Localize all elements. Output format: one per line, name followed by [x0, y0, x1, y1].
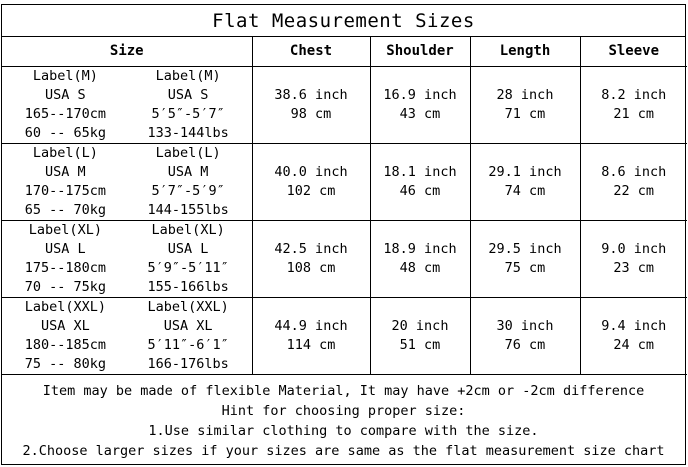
size-line: 5′11″-6′1″ — [147, 337, 229, 353]
size-line: 5′9″-5′11″ — [147, 260, 229, 276]
shoulder-inch: 18.9 inch — [383, 241, 457, 257]
shoulder-cm: 46 cm — [399, 183, 441, 199]
shoulder-cell — [370, 298, 470, 375]
size-line: Label(XXL) — [24, 299, 107, 315]
chest-cell — [252, 298, 370, 375]
size-imperial — [147, 298, 228, 374]
size-line: USA XL — [40, 318, 90, 334]
size-line: 180--185cm — [24, 337, 107, 353]
chart-title: Flat Measurement Sizes — [2, 5, 685, 37]
size-line: 170--175cm — [24, 183, 107, 199]
sleeve-cell — [580, 298, 687, 375]
size-line: 75 -- 80kg — [24, 356, 107, 372]
note-line: Item may be made of flexible Material, It may have +2cm or -2cm difference — [42, 382, 645, 399]
length-cell — [470, 221, 580, 298]
chest-cell — [252, 221, 370, 298]
size-line: 175--180cm — [24, 260, 107, 276]
size-cell — [2, 298, 252, 375]
chest-cell — [252, 144, 370, 221]
length-inch: 29.5 inch — [488, 241, 562, 257]
chest-inch: 44.9 inch — [274, 318, 348, 334]
size-line: 133-144lbs — [147, 125, 229, 141]
chest-cm: 108 cm — [286, 260, 336, 276]
table-row — [2, 67, 687, 144]
chest-inch: 40.0 inch — [274, 164, 348, 180]
size-line: 60 -- 65kg — [24, 125, 107, 141]
sleeve-cell — [580, 67, 687, 144]
table-row — [2, 144, 687, 221]
size-line: 5′5″-5′7″ — [151, 106, 225, 122]
sleeve-cell — [580, 144, 687, 221]
table-row — [2, 221, 687, 298]
header-chest: Chest — [252, 37, 370, 67]
sleeve-cm: 21 cm — [613, 106, 655, 122]
length-inch: 29.1 inch — [488, 164, 562, 180]
header-length: Length — [470, 37, 580, 67]
shoulder-cell — [370, 221, 470, 298]
size-line: USA L — [45, 241, 86, 257]
size-metric — [25, 221, 106, 297]
notes — [2, 377, 685, 464]
shoulder-cell — [370, 144, 470, 221]
chest-cm: 114 cm — [286, 337, 336, 353]
size-line: 5′7″-5′9″ — [151, 183, 225, 199]
size-line: 65 -- 70kg — [24, 202, 107, 218]
size-metric — [25, 144, 106, 220]
size-line: 70 -- 75kg — [24, 279, 107, 295]
size-cell — [2, 144, 252, 221]
shoulder-inch: 20 inch — [391, 318, 449, 334]
size-line: Label(XL) — [151, 222, 225, 238]
sleeve-cm: 23 cm — [613, 260, 655, 276]
size-line: Label(XXL) — [147, 299, 229, 315]
size-line: Label(M) — [155, 68, 221, 84]
size-line: 166-176lbs — [147, 356, 229, 372]
sleeve-inch: 8.6 inch — [601, 164, 667, 180]
shoulder-cm: 43 cm — [399, 106, 441, 122]
header-size: Size — [2, 37, 252, 67]
length-inch: 30 inch — [496, 318, 554, 334]
size-line: Label(L) — [155, 145, 221, 161]
sleeve-inch: 9.0 inch — [601, 241, 667, 257]
note-line: 2.Choose larger sizes if your sizes are same as the flat measurement size chart — [22, 442, 665, 459]
size-imperial — [147, 144, 228, 220]
shoulder-cm: 51 cm — [399, 337, 441, 353]
sleeve-cm: 22 cm — [613, 183, 655, 199]
header-shoulder: Shoulder — [370, 37, 470, 67]
note-line: 1.Use similar clothing to compare with the size. — [148, 422, 539, 439]
size-cell — [2, 67, 252, 144]
header-sleeve: Sleeve — [580, 37, 687, 67]
length-cm: 75 cm — [504, 260, 546, 276]
length-cell — [470, 298, 580, 375]
size-metric — [25, 67, 106, 143]
size-line: USA M — [45, 164, 86, 180]
size-line: Label(M) — [32, 68, 98, 84]
size-line: 155-166lbs — [147, 279, 229, 295]
sleeve-inch: 9.4 inch — [601, 318, 667, 334]
size-line: Label(XL) — [28, 222, 102, 238]
chest-cm: 102 cm — [286, 183, 336, 199]
size-line: 165--170cm — [24, 106, 107, 122]
length-cm: 76 cm — [504, 337, 546, 353]
note-line: Hint for choosing proper size: — [221, 402, 466, 419]
size-line: USA L — [167, 241, 209, 257]
size-metric — [25, 298, 106, 374]
chest-inch: 38.6 inch — [274, 87, 348, 103]
size-line: USA S — [167, 87, 209, 103]
length-cm: 71 cm — [504, 106, 546, 122]
size-imperial — [147, 221, 228, 297]
sleeve-inch: 8.2 inch — [601, 87, 667, 103]
sleeve-cell — [580, 221, 687, 298]
header-row — [2, 37, 687, 67]
chest-inch: 42.5 inch — [274, 241, 348, 257]
shoulder-inch: 18.1 inch — [383, 164, 457, 180]
size-line: USA S — [45, 87, 86, 103]
chest-cm: 98 cm — [290, 106, 332, 122]
length-cell — [470, 67, 580, 144]
shoulder-cm: 48 cm — [399, 260, 441, 276]
size-line: USA XL — [163, 318, 213, 334]
size-cell — [2, 221, 252, 298]
size-line: Label(L) — [32, 145, 98, 161]
length-inch: 28 inch — [496, 87, 554, 103]
chest-cell — [252, 67, 370, 144]
measurement-table — [2, 37, 687, 375]
size-line: USA M — [167, 164, 209, 180]
length-cell — [470, 144, 580, 221]
shoulder-cell — [370, 67, 470, 144]
length-cm: 74 cm — [504, 183, 546, 199]
size-chart — [1, 4, 686, 465]
size-imperial — [147, 67, 228, 143]
shoulder-inch: 16.9 inch — [383, 87, 457, 103]
size-line: 144-155lbs — [147, 202, 229, 218]
table-row — [2, 298, 687, 375]
sleeve-cm: 24 cm — [613, 337, 655, 353]
